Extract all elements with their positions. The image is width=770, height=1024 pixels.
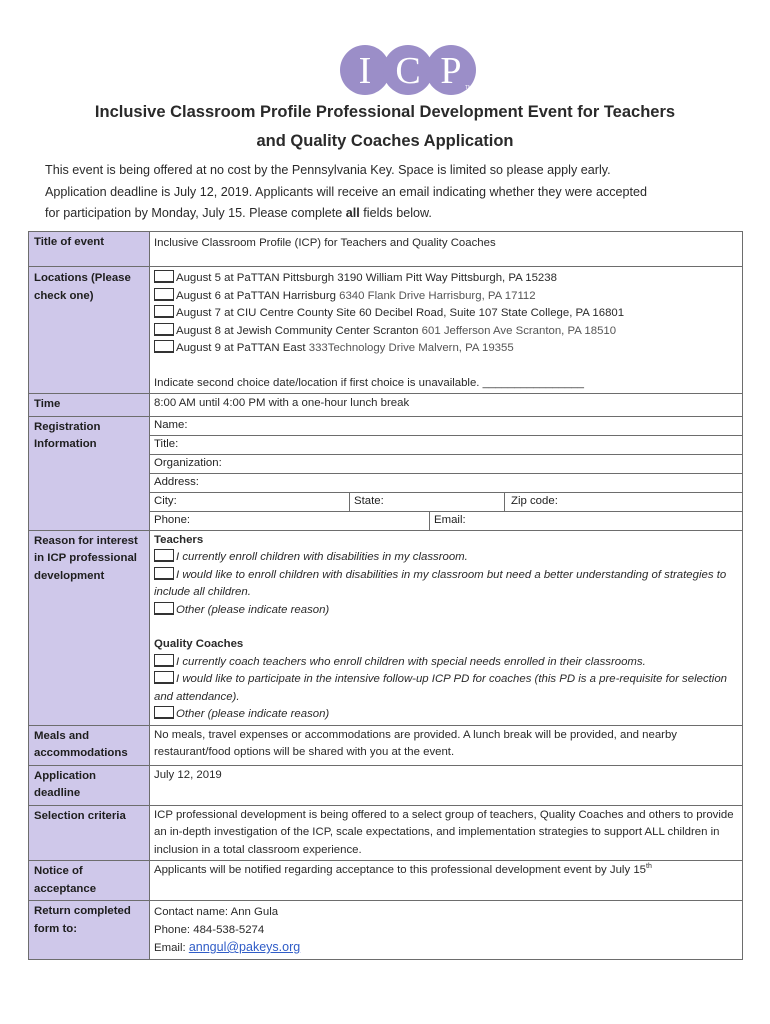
option-text: Other (please indicate reason) [176, 603, 330, 616]
value-selection: ICP professional development is being offered to a select group of teachers, Quality Coaches and others to provide an in-depth investigation of the ICP, scale expectations, and implementation strategies to support ALL children in inclusion in a total classroom experience. [150, 805, 743, 861]
intro-line-2: Application deadline is July 12, 2019. Applicants will receive an email indicating whether they were accepted [45, 184, 648, 199]
name-field[interactable]: Name: [154, 418, 188, 431]
registration-fields [150, 416, 743, 530]
label-selection: Selection criteria [29, 805, 150, 861]
intro-line-3-end: fields below. [359, 206, 432, 220]
location-address: 601 Jefferson Ave Scranton, PA 18510 [421, 324, 617, 337]
row-selection [29, 805, 743, 861]
option-text: Other (please indicate reason) [176, 708, 330, 720]
email-label: Email: [154, 942, 189, 954]
value-time: 8:00 AM until 4:00 PM with a one-hour lunch break [150, 394, 743, 417]
coach-option[interactable] [154, 654, 738, 672]
checkbox[interactable] [154, 706, 174, 719]
logo-trademark: TM [465, 85, 473, 91]
intro-paragraph [45, 160, 745, 225]
option-text: I currently enroll children with disabilities in my classroom. [176, 551, 468, 563]
teachers-heading: Teachers [154, 533, 204, 546]
checkbox[interactable] [154, 602, 174, 615]
email-field[interactable]: Email: [434, 513, 466, 526]
contact-phone: Phone: 484-538-5274 [154, 923, 265, 936]
checkbox[interactable] [154, 288, 174, 301]
label-return: Return completed form to: [29, 901, 150, 960]
value-notice [150, 861, 743, 901]
phone-field[interactable]: Phone: [150, 512, 430, 530]
contact-name: Contact name: Ann Gula [154, 906, 279, 918]
city-field[interactable]: City: [150, 493, 350, 511]
location-name: August 9 at PaTTAN East [176, 342, 306, 354]
label-time: Time [29, 394, 150, 417]
zip-field[interactable]: Zip code: [511, 494, 558, 507]
page-title [40, 98, 730, 156]
row-deadline [29, 765, 743, 805]
value-return [150, 901, 743, 960]
intro-line-3-text: for participation by Monday, July 15. Please complete [45, 206, 346, 220]
teacher-option[interactable] [154, 549, 738, 567]
title-line-1: Inclusive Classroom Profile Professional Development Event for Teachers [94, 103, 676, 121]
row-meals [29, 725, 743, 765]
intro-line-3 [45, 203, 745, 225]
notice-text: Applicants will be notified regarding acceptance to this professional development event by July 15 [154, 864, 646, 876]
location-option[interactable] [154, 270, 738, 288]
email-link[interactable]: anngul@pakeys.org [188, 940, 301, 954]
location-name: August 5 at PaTTAN Pittsburgh 3190 William Pitt Way Pittsburgh, PA 15238 [176, 272, 557, 284]
application-form [28, 231, 743, 960]
option-text: I would like to participate in the intensive follow-up ICP PD for coaches (this PD is a pre-requisite for selection and attendance). [154, 673, 728, 703]
option-text: I currently coach teachers who enroll children with special needs enrolled in their classrooms. [176, 655, 646, 668]
checkbox[interactable] [154, 671, 174, 684]
row-title-of-event [29, 232, 743, 267]
option-text: I would like to enroll children with disabilities in my classroom but need a better understanding of strategies to include all children. [154, 568, 727, 598]
locations-options [150, 267, 743, 394]
state-field[interactable]: State: [350, 493, 505, 511]
coaches-heading: Quality Coaches [154, 638, 244, 650]
label-title-of-event: Title of event [29, 232, 150, 267]
label-reason: Reason for interest in ICP professional development [29, 530, 150, 725]
row-return [29, 901, 743, 960]
intro-line-1: This event is being offered at no cost by the Pennsylvania Key. Space is limited so please apply early. [45, 163, 611, 177]
teacher-option[interactable] [154, 567, 738, 602]
reason-options [150, 530, 743, 725]
row-notice [29, 861, 743, 901]
coach-option[interactable] [154, 706, 738, 724]
checkbox[interactable] [154, 654, 174, 667]
location-option[interactable] [154, 340, 738, 358]
intro-emphasis: all [345, 206, 360, 220]
title-line-2: and Quality Coaches Application [256, 132, 514, 150]
checkbox[interactable] [154, 340, 174, 353]
location-name: August 6 at PaTTAN Harrisburg [176, 289, 336, 302]
label-locations: Locations (Please check one) [29, 267, 150, 394]
label-meals: Meals and accommodations [29, 725, 150, 765]
label-deadline: Application deadline [29, 765, 150, 805]
checkbox[interactable] [154, 323, 174, 336]
label-registration: Registration Information [29, 416, 150, 530]
location-name: August 7 at CIU Centre County Site 60 Decibel Road, Suite 107 State College, PA 16801 [176, 307, 625, 319]
value-title-of-event: Inclusive Classroom Profile (ICP) for Teachers and Quality Coaches [150, 232, 743, 267]
row-time [29, 394, 743, 417]
address-field[interactable]: Address: [150, 473, 742, 492]
location-option[interactable] [154, 305, 738, 323]
label-notice: Notice of acceptance [29, 861, 150, 901]
contact-email [154, 939, 738, 958]
coach-option[interactable] [154, 671, 738, 706]
logo-letter-p: P [426, 45, 476, 95]
teacher-option[interactable] [154, 602, 738, 620]
value-meals: No meals, travel expenses or accommodations are provided. A lunch break will be provided, and nearby restaurant/food options will be shared with you at the event. [150, 725, 743, 765]
location-address: 333Technology Drive Malvern, PA 19355 [308, 342, 514, 354]
checkbox[interactable] [154, 567, 174, 580]
row-registration [29, 416, 743, 530]
title-field[interactable]: Title: [150, 435, 742, 454]
checkbox[interactable] [154, 270, 174, 283]
checkbox[interactable] [154, 305, 174, 318]
value-deadline: July 12, 2019 [150, 765, 743, 805]
logo-letter-c: C [383, 45, 433, 95]
organization-field[interactable]: Organization: [150, 454, 742, 473]
row-locations [29, 267, 743, 394]
notice-superscript: th [646, 863, 652, 870]
second-choice-prompt[interactable]: Indicate second choice date/location if first choice is unavailable. ________________ [154, 376, 584, 389]
checkbox[interactable] [154, 549, 174, 562]
location-name: August 8 at Jewish Community Center Scranton [176, 324, 419, 337]
location-address: 6340 Flank Drive Harrisburg, PA 17112 [339, 289, 536, 302]
logo-letter-i: I [340, 45, 390, 95]
row-reason [29, 530, 743, 725]
location-option[interactable] [154, 323, 738, 341]
icp-logo [340, 45, 476, 95]
location-option[interactable] [154, 288, 738, 306]
